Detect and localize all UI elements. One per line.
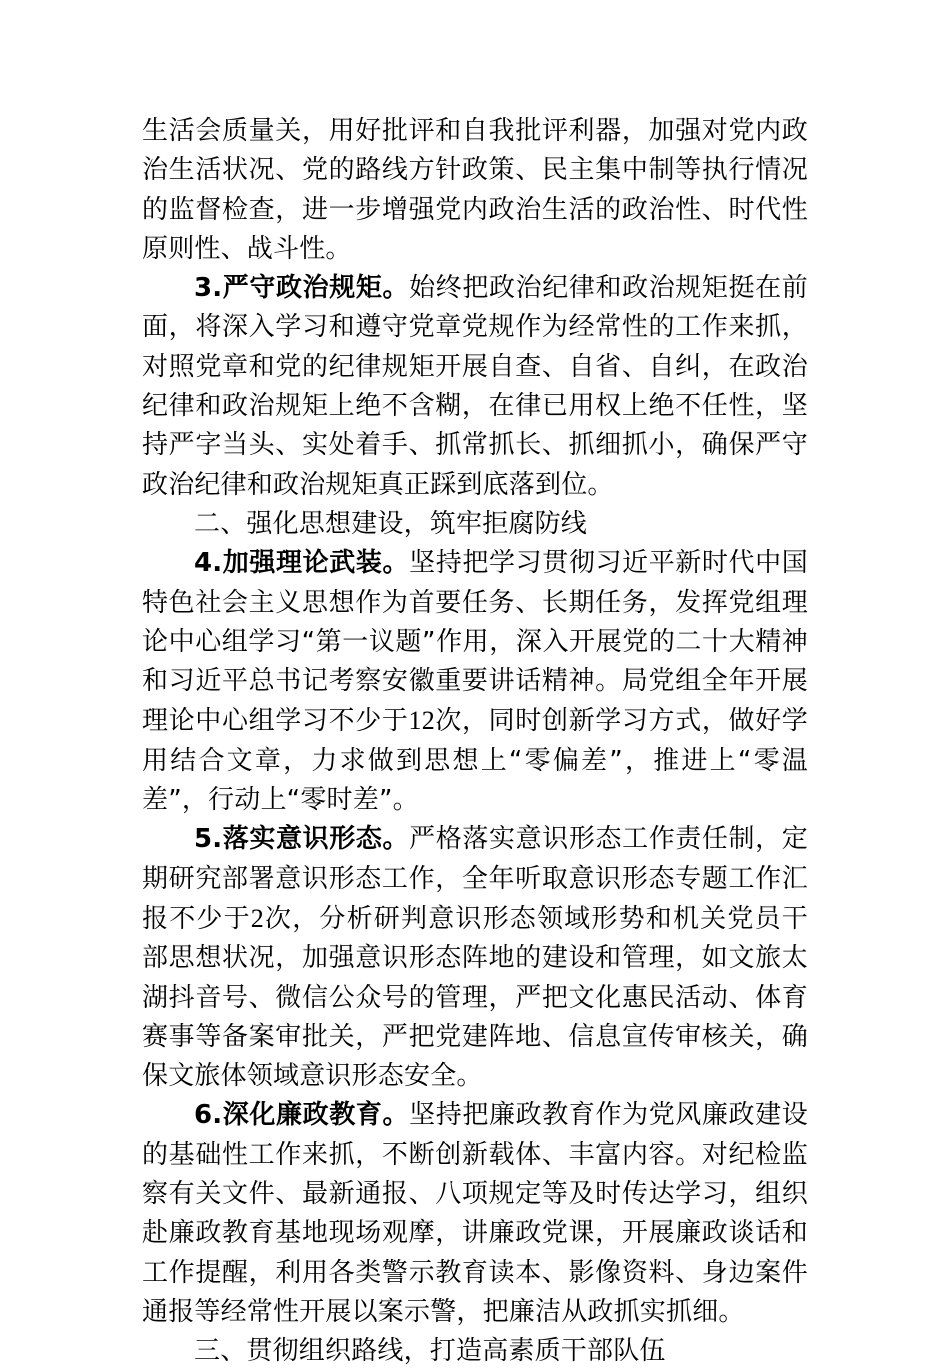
paragraph-integrity-education (142, 1096, 808, 1332)
paragraph-text: 坚持把学习贯彻习近平新时代中国特色社会主义思想作为首要任务、长期任务，发挥党组理论中心组学习“第一议题”作用，深入开展党的二十大精神和习近平总书记考察安徽重要讲话精神。局党组全年开展理论中心组学习不少于 (142, 548, 808, 737)
paragraph-continuation (142, 112, 808, 269)
paragraph-heading: 6.深化廉政教育。 (194, 1100, 410, 1131)
paragraph-text: 严格落实意识形态工作责任制，定期研究部署意识形态工作，全年听取意识形态专题工作汇报不少于 (142, 824, 808, 934)
paragraph-text: 次，分析研判意识形态领域形势和机关党员干部思想状况，加强意识形态阵地的建设和管理，如文旅太湖抖音号、微信公众号的管理，严把文化惠民活动、体育赛事等备案审批关，严把党建阵地、信息宣传审核关，确保文旅体领域意识形态安全。 (142, 903, 808, 1092)
paragraph-number: 2 (250, 903, 264, 933)
paragraph-text: 次，同时创新学习方式，做好学用结合文章，力求做到思想上“零偏差”，推进上“零温差”，行动上“零时差”。 (142, 706, 808, 816)
paragraph-number: 12 (408, 706, 435, 736)
paragraph-text: 坚持把廉政教育作为党风廉政建设的基础性工作来抓，不断创新载体、丰富内容。对纪检监察有关文件、最新通报、八项规定等及时传达学习，组织赴廉政教育基地现场观摩，讲廉政党课，开展廉政谈话和工作提醒，利用各类警示教育读本、影像资料、身边案件通报等经常性开展以案示警，把廉洁从政抓实抓细。 (142, 1100, 808, 1327)
paragraph-theory-arming (142, 544, 808, 820)
section-heading-3 (142, 1332, 808, 1371)
paragraph-heading: 4.加强理论武装。 (194, 548, 410, 579)
paragraph-heading: 5.落实意识形态。 (194, 824, 410, 855)
paragraph-heading: 3.严守政治规矩。 (194, 273, 410, 304)
section-heading-2 (142, 505, 808, 544)
paragraph-text: 生活会质量关，用好批评和自我批评利器，加强对党内政治生活状况、党的路线方针政策、民主集中制等执行情况的监督检查，进一步增强党内政治生活的政治性、时代性原则性、战斗性。 (142, 116, 808, 264)
section-heading-text: 二、强化思想建设，筑牢拒腐防线 (194, 508, 588, 539)
section-heading-text: 三、贯彻组织路线，打造高素质干部队伍 (194, 1336, 666, 1367)
paragraph-strict-political-rules (142, 269, 808, 505)
paragraph-ideology (142, 820, 808, 1096)
paragraph-text: 始终把政治纪律和政治规矩挺在前面，将深入学习和遵守党章党规作为经常性的工作来抓，对照党章和党的纪律规矩开展自查、自省、自纠，在政治纪律和政治规矩上绝不含糊，在律已用权上绝不任性，坚持严字当头、实处着手、抓常抓长、抓细抓小，确保严守政治纪律和政治规矩真正踩到底落到位。 (142, 273, 808, 500)
document-page (142, 112, 808, 1372)
